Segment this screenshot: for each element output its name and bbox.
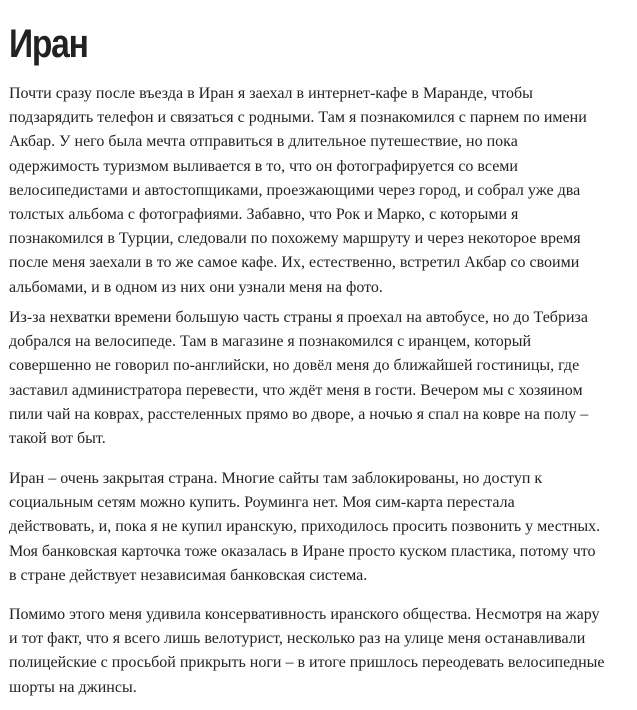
text-line: Помимо этого меня удивила консервативность иранского общества. Несмотря на жару: [9, 606, 600, 623]
paragraph-2: [9, 306, 588, 451]
text-line: заставил администратора перевести, что ждёт меня в гости. Вечером мы с хозяином: [9, 381, 583, 399]
text-line: Акбар. У него была мечта отправиться в длительное путешествие, но пока: [9, 133, 518, 151]
text-line: Почти сразу после въезда в Иран я заехал в интернет-кафе в Маранде, чтобы: [9, 85, 533, 102]
text-line: одержимость туризмом выливается в то, что он фотографируется со всеми: [9, 157, 518, 175]
text-line: после меня заехали в то же самое кафе. Их, естественно, встретил Акбар со своими: [9, 254, 580, 272]
article-title: Иран: [9, 22, 88, 66]
text-line: пили чай на коврах, расстеленных прямо во дворе, а ночью я спал на ковре на полу –: [9, 405, 589, 423]
text-line: подзарядить телефон и связаться с родными. Там я познакомился с парнем по имени: [9, 109, 587, 127]
text-line: такой вот быт.: [9, 430, 106, 448]
text-line: Из-за нехватки времени большую часть страны я проехал на автобусе, но до Тебриза: [9, 309, 588, 326]
text-line: Иран – очень закрытая страна. Многие сайты там заблокированы, но доступ к: [9, 470, 543, 487]
text-line: толстых альбома с фотографиями. Забавно, что Рок и Марко, с которыми я: [9, 206, 519, 224]
text-line: социальным сетям можно купить. Роуминга нет. Моя сим-карта перестала: [9, 494, 515, 512]
text-line: познакомился в Турции, следовали по похожему маршруту и через некоторое время: [9, 230, 581, 248]
text-line: и тот факт, что я всего лишь велотурист, несколько раз на улице меня останавливали: [9, 630, 586, 648]
text-line: добрался на велосипеде. Там в магазине я познакомился с иранцем, который: [9, 333, 532, 351]
text-line: действовать, и, пока я не купил иранскую, приходилось просить позвонить у местных.: [9, 518, 601, 536]
text-line: в стране действует независимая банковская система.: [9, 566, 368, 584]
text-line: Моя банковская карточка тоже оказалась в Иране просто куском пластика, потому что: [9, 542, 596, 560]
paragraph-1: [9, 82, 587, 300]
text-line: совершенно не говорил по-английски, но довёл меня до ближайшей гостиницы, где: [9, 357, 580, 375]
article: [9, 0, 631, 696]
paragraph-4: [9, 603, 605, 700]
text-line: альбомами, и в одном из них они узнали меня на фото.: [9, 278, 383, 296]
paragraph-3: [9, 467, 600, 588]
text-line: шорты на джинсы.: [9, 678, 137, 696]
text-line: полицейские с просьбой прикрыть ноги – в итоге пришлось переодевать велосипедные: [9, 654, 605, 672]
text-line: велосипедистами и автостопщиками, проезжающими через город, и собрал уже два: [9, 181, 581, 199]
